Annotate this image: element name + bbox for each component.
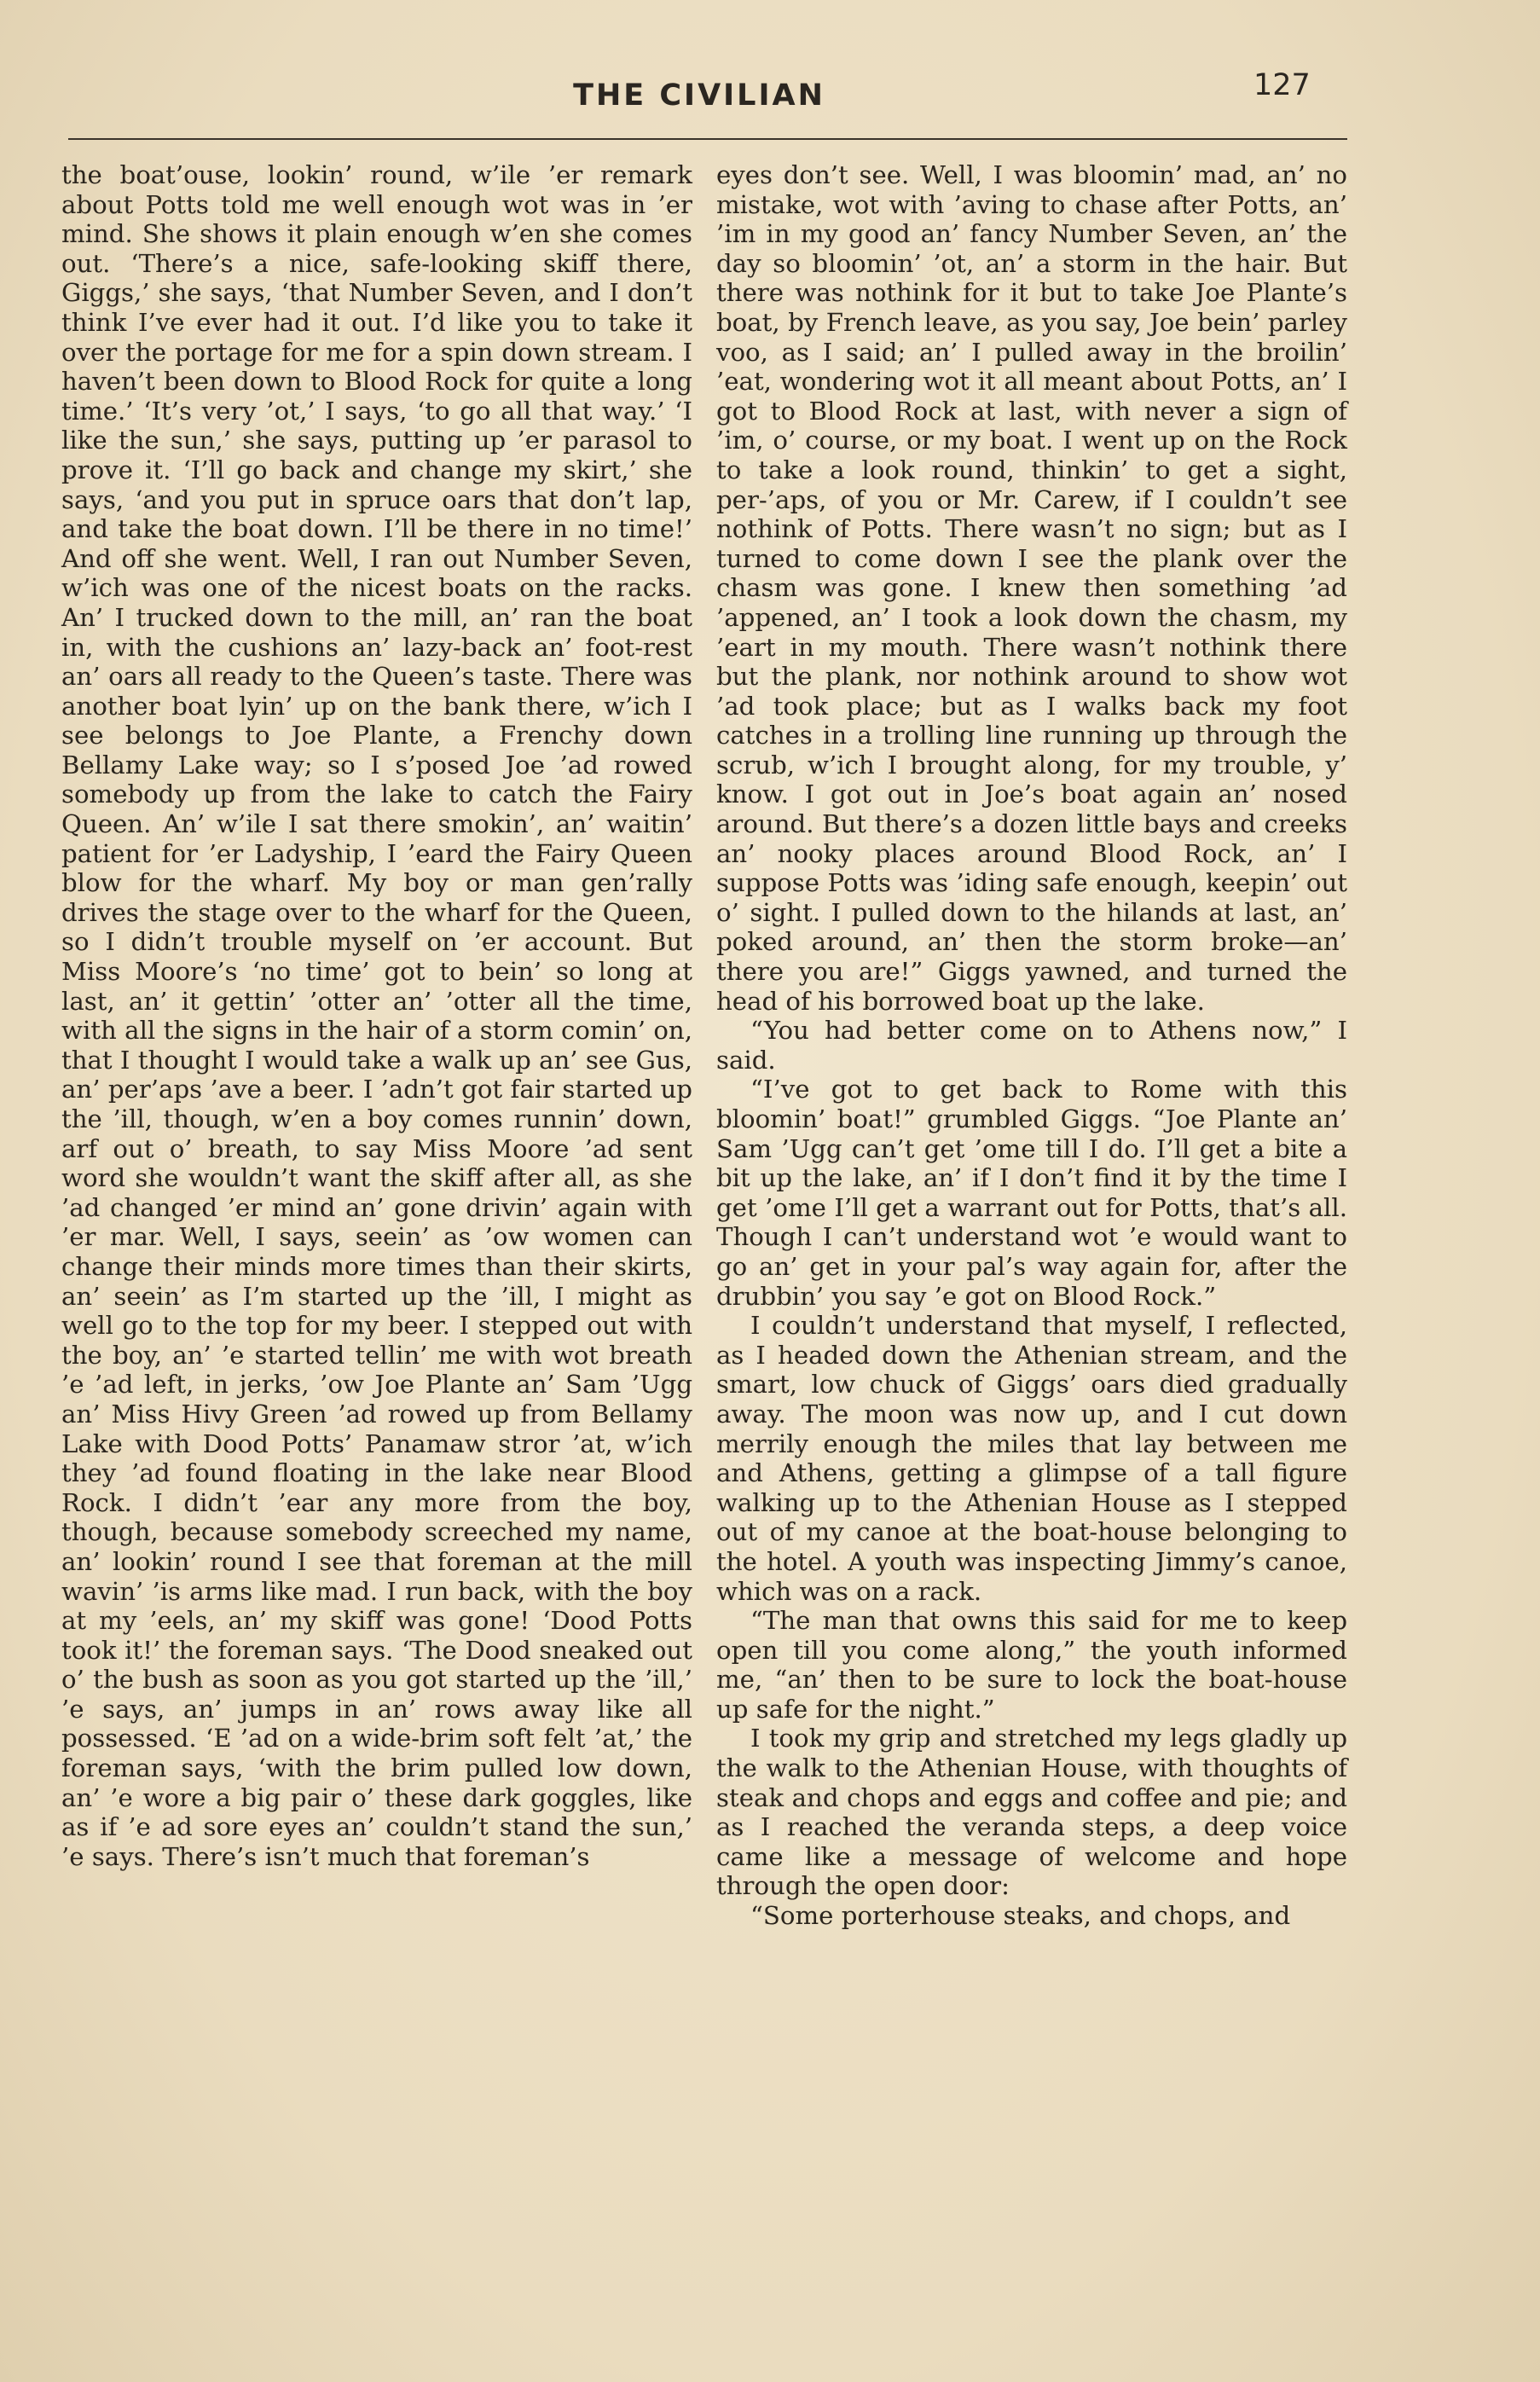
right-text-column bbox=[716, 160, 1347, 1931]
page-number: 127 bbox=[1253, 68, 1311, 102]
paragraph: I took my grip and stretched my legs gladly up the walk to the Athenian House, with thoughts of steak and chops and eggs and coffee and pie; and as I reached the veranda steps, a deep voice came like a message of welcome and hope through the open door: bbox=[716, 1724, 1347, 1901]
left-text-column bbox=[61, 160, 692, 1871]
paragraph: eyes don’t see. Well, I was bloomin’ mad, an’ no mistake, wot with ’aving to chase after Potts, an’ ’im in my good an’ fancy Number Seven, an’ the day so bloomin’ ’ot, an’ a storm in the hair. But there was nothink for it but to take Joe Plante’s boat, by French leave, as you say, Joe bein’ parley voo, as I said; an’ I pulled away in the broilin’ ’eat, wondering wot it all meant about Potts, an’ I got to Blood Rock at last, with never a sign of ’im, o’ course, or my boat. I went up on the Rock to take a look round, thinkin’ to get a sight, per-’aps, of you or Mr. Carew, if I couldn’t see nothink of Potts. There wasn’t no sign; but as I turned to come down I see the plank over the chasm was gone. I knew then something ’ad ’appened, an’ I took a look down the chasm, my ’eart in my mouth. There wasn’t nothink there but the plank, nor nothink around to show wot ’ad took place; but as I walks back my foot catches in a trolling line running up through the scrub, w’ich I brought along, for my trouble, y’ know. I got out in Joe’s boat again an’ nosed around. But there’s a dozen little bays and creeks an’ nooky places around Blood Rock, an’ I suppose Potts was ’iding safe enough, keepin’ out o’ sight. I pulled down to the hilands at last, an’ poked around, an’ then the storm broke—an’ there you are!” Giggs yawned, and turned the head of his borrowed boat up the lake. bbox=[716, 160, 1347, 1016]
header-rule bbox=[68, 138, 1347, 140]
paragraph: the boat’ouse, lookin’ round, w’ile ’er remark about Potts told me well enough wot was in ’er mind. She shows it plain enough w’en she comes out. ‘There’s a nice, safe-looking skiff there, Giggs,’ she says, ‘that Number Seven, and I don’t think I’ve ever had it out. I’d like you to take it over the portage for me for a spin down stream. I haven’t been down to Blood Rock for quite a long time.’ ‘It’s very ’ot,’ I says, ‘to go all that way.’ ‘I like the sun,’ she says, putting up ’er parasol to prove it. ‘I’ll go back and change my skirt,’ she says, ‘and you put in spruce oars that don’t lap, and take the boat down. I’ll be there in no time!’ And off she went. Well, I ran out Number Seven, w’ich was one of the nicest boats on the racks. An’ I trucked down to the mill, an’ ran the boat in, with the cushions an’ lazy-back an’ foot-rest an’ oars all ready to the Queen’s taste. There was another boat lyin’ up on the bank there, w’ich I see belongs to Joe Plante, a Frenchy down Bellamy Lake way; so I s’posed Joe ’ad rowed somebody up from the lake to catch the Fairy Queen. An’ w’ile I sat there smokin’, an’ waitin’ patient for ’er Ladyship, I ’eard the Fairy Queen blow for the wharf. My boy or man gen’rally drives the stage over to the wharf for the Queen, so I didn’t trouble myself on ’er account. But Miss Moore’s ‘no time’ got to bein’ so long at last, an’ it gettin’ ’otter an’ ’otter all the time, with all the signs in the hair of a storm comin’ on, that I thought I would take a walk up an’ see Gus, an’ per’aps ’ave a beer. I ’adn’t got fair started up the ’ill, though, w’en a boy comes runnin’ down, arf out o’ breath, to say Miss Moore ’ad sent word she wouldn’t want the skiff after all, as she ’ad changed ’er mind an’ gone drivin’ again with ’er mar. Well, I says, seein’ as ’ow women can change their minds more times than their skirts, an’ seein’ as I’m started up the ’ill, I might as well go to the top for my beer. I stepped out with the boy, an’ ’e started tellin’ me with wot breath ’e ’ad left, in jerks, ’ow Joe Plante an’ Sam ’Ugg an’ Miss Hivy Green ’ad rowed up from Bellamy Lake with Dood Potts’ Panamaw stror ’at, w’ich they ’ad found floating in the lake near Blood Rock. I didn’t ’ear any more from the boy, though, because somebody screeched my name, an’ lookin’ round I see that foreman at the mill wavin’ ’is arms like mad. I run back, with the boy at my ’eels, an’ my skiff was gone! ‘Dood Potts took it!’ the foreman says. ‘The Dood sneaked out o’ the bush as soon as you got started up the ’ill,’ ’e says, an’ jumps in an’ rows away like all possessed. ‘E ’ad on a wide-brim soft felt ’at,’ the foreman says, ‘with the brim pulled low down, an’ ’e wore a big pair o’ these dark goggles, like as if ’e ad sore eyes an’ couldn’t stand the sun,’ ’e says. There’s isn’t much that foreman’s bbox=[61, 160, 693, 1871]
paragraph: “You had better come on to Athens now,” I said. bbox=[716, 1016, 1347, 1075]
paragraph: “The man that owns this said for me to keep open till you come along,” the youth informed me, “an’ then to be sure to lock the boat-house up safe for the night.” bbox=[716, 1606, 1347, 1724]
page-header-title: THE CIVILIAN bbox=[573, 78, 825, 113]
paragraph: “I’ve got to get back to Rome with this bloomin’ boat!” grumbled Giggs. “Joe Plante an’ Sam ’Ugg can’t get ’ome till I do. I’ll get a bite a bit up the lake, an’ if I don’t find it by the time I get ’ome I’ll get a warrant out for Potts, that’s all. Though I can’t understand wot ’e would want to go an’ get in your pal’s way again for, after the drubbin’ you say ’e got on Blood Rock.” bbox=[716, 1075, 1347, 1311]
paragraph: I couldn’t understand that myself, I reflected, as I headed down the Athenian stream, and the smart, low chuck of Giggs’ oars died gradually away. The moon was now up, and I cut down merrily enough the miles that lay between me and Athens, getting a glimpse of a tall figure walking up to the Athenian House as I stepped out of my canoe at the boat-house belonging to the hotel. A youth was inspecting Jimmy’s canoe, which was on a rack. bbox=[716, 1311, 1347, 1606]
paragraph: “Some porterhouse steaks, and chops, and bbox=[750, 1901, 1291, 1931]
